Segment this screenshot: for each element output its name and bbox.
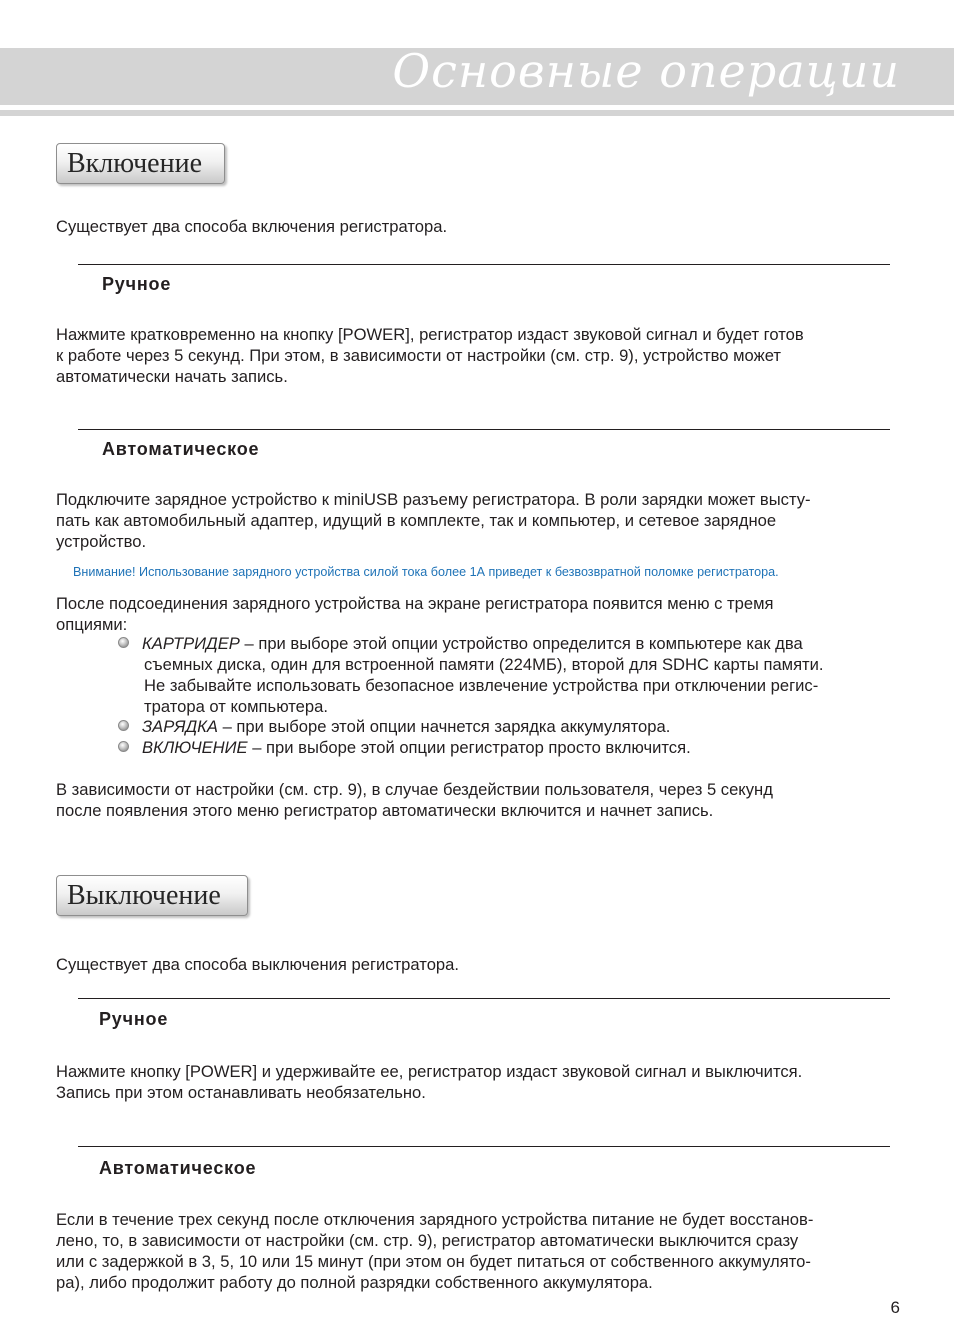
option-description: – при выборе этой опции начнется зарядка аккумулятора. (217, 717, 671, 736)
paragraph-line: ра), либо продолжит работу до полной разрядки собственного аккумулятора. (56, 1273, 653, 1292)
paragraph-line: Запись при этом останавливать необязательно. (56, 1083, 426, 1102)
power-on-auto-title: Автоматическое (102, 439, 260, 459)
option-name: ЗАРЯДКА (142, 717, 218, 736)
option-power-on (142, 737, 691, 758)
divider (78, 998, 890, 999)
option-description: – при выборе этой опции устройство определится в компьютере как два (239, 634, 803, 653)
divider (78, 429, 890, 430)
paragraph-line: съемных диска, один для встроенной памяти (224МБ), второй для SDHC карты памяти. (144, 655, 824, 674)
power-off-intro: Существует два способа выключения регистратора. (56, 955, 459, 974)
option-charging (142, 716, 670, 737)
paragraph-line: Нажмите кратковременно на кнопку [POWER], регистратор издаст звуковой сигнал и будет готов (56, 325, 804, 344)
section-heading-power-off: Выключение (56, 875, 248, 916)
paragraph-line: После подсоединения зарядного устройства на экране регистратора появится меню с тремя (56, 594, 774, 613)
paragraph-line: или с задержкой в 3, 5, 10 или 15 минут (при этом он будет питаться от собственного аккумулято- (56, 1252, 811, 1271)
power-on-manual-title: Ручное (102, 274, 172, 294)
divider (78, 264, 890, 265)
power-on-intro: Существует два способа включения регистратора. (56, 217, 448, 236)
paragraph-line: опциями: (56, 615, 128, 634)
paragraph-line: Не забывайте использовать безопасное извлечение устройства при отключении регис- (144, 676, 819, 695)
option-cardreader (142, 633, 803, 654)
warning-note: Внимание! Использование зарядного устройства силой тока более 1А приведет к безвозвратной поломке регистратора. (73, 565, 779, 579)
divider (78, 1146, 890, 1147)
bullet-icon (118, 720, 129, 731)
paragraph-line: Подключите зарядное устройство к miniUSB разъему регистратора. В роли зарядки может высту- (56, 490, 811, 509)
paragraph-line: после появления этого меню регистратор автоматически включится и начнет запись. (56, 801, 714, 820)
bullet-icon (118, 637, 129, 648)
header-divider (0, 110, 954, 116)
power-off-auto-title: Автоматическое (99, 1158, 257, 1178)
paragraph-line: устройство. (56, 532, 147, 551)
paragraph-line: Нажмите кнопку [POWER] и удерживайте ее, регистратор издаст звуковой сигнал и выключится. (56, 1062, 803, 1081)
paragraph-line: автоматически начать запись. (56, 367, 288, 386)
paragraph-line: пать как автомобильный адаптер, идущий в комплекте, так и компьютер, и сетевое зарядное (56, 511, 777, 530)
option-description: – при выборе этой опции регистратор просто включится. (247, 738, 691, 757)
paragraph-line: В зависимости от настройки (см. стр. 9), в случае бездействии пользователя, через 5 секунд (56, 780, 773, 799)
option-name: ВКЛЮЧЕНИЕ (142, 738, 248, 757)
paragraph-line: к работе через 5 секунд. При этом, в зависимости от настройки (см. стр. 9), устройство может (56, 346, 781, 365)
power-off-manual-title: Ручное (99, 1009, 169, 1029)
paragraph-line: лено, то, в зависимости от настройки (см. стр. 9), регистратор автоматически выключится сразу (56, 1231, 799, 1250)
page-number: 6 (890, 1298, 900, 1317)
option-name: КАРТРИДЕР (142, 634, 240, 653)
paragraph-line: Если в течение трех секунд после отключения зарядного устройства питание не будет восстанов- (56, 1210, 814, 1229)
page-title: Основные операции (392, 44, 900, 98)
section-heading-power-on: Включение (56, 143, 225, 184)
paragraph-line: тратора от компьютера. (144, 697, 328, 716)
bullet-icon (118, 741, 129, 752)
